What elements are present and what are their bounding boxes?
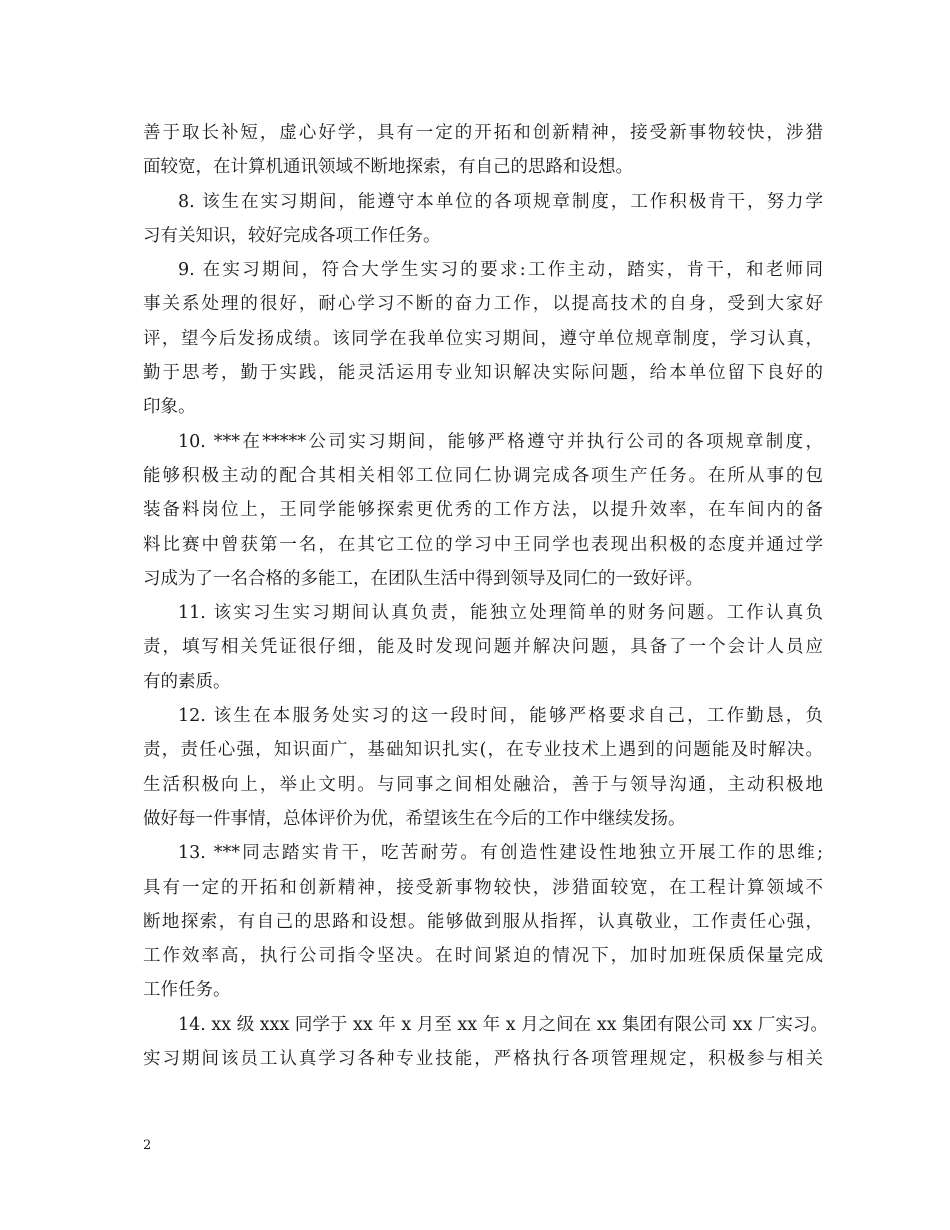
text-line: 断地探索，有自己的思路和设想。能够做到服从指挥，认真敬业，工作责任心强，	[143, 911, 823, 932]
text-line: 评，望今后发扬成绩。该同学在我单位实习期间，遵守单位规章制度，学习认真，	[143, 328, 823, 349]
text-line: 料比赛中曾获第一名，在其它工位的学习中王同学也表现出积极的态度并通过学	[143, 534, 823, 555]
text-line: 责，责任心强，知识面广，基础知识扎实(，在专业技术上遇到的问题能及时解决。	[143, 740, 823, 761]
text-line: 11. 该实习生实习期间认真负责，能独立处理简单的财务问题。工作认真负	[178, 603, 823, 624]
document-body	[143, 116, 828, 1076]
text-line: 事关系处理的很好，耐心学习不断的奋力工作，以提高技术的自身，受到大家好	[143, 294, 823, 315]
text-line: 面较宽，在计算机通讯领域不断地探索，有自己的思路和设想。	[143, 157, 633, 178]
text-line: 勤于思考，勤于实践，能灵活运用专业知识解决实际问题，给本单位留下良好的	[143, 363, 823, 384]
text-line: 10. ***在*****公司实习期间，能够严格遵守并执行公司的各项规章制度，	[178, 431, 823, 452]
text-line: 习有关知识，较好完成各项工作任务。	[143, 225, 441, 246]
text-line: 工作任务。	[143, 980, 231, 1001]
text-line: 印象。	[143, 397, 196, 418]
text-line: 做好每一件事情，总体评价为优，希望该生在今后的工作中继续发扬。	[143, 808, 686, 829]
text-line: 8. 该生在实习期间，能遵守本单位的各项规章制度，工作积极肯干，努力学	[178, 191, 823, 212]
page-number: 2	[143, 1138, 152, 1153]
text-line: 实习期间该员工认真学习各种专业技能，严格执行各项管理规定，积极参与相关	[143, 1049, 823, 1070]
text-line: 12. 该生在本服务处实习的这一段时间，能够严格要求自己，工作勤恳，负	[178, 706, 823, 727]
text-line: 具有一定的开拓和创新精神，接受新事物较快，涉猎面较宽，在工程计算领域不	[143, 877, 823, 898]
text-line: 责，填写相关凭证很仔细，能及时发现问题并解决问题，具备了一个会计人员应	[143, 637, 823, 658]
text-line: 装备料岗位上，王同学能够探索更优秀的工作方法，以提升效率，在车间内的备	[143, 500, 823, 521]
text-line: 生活积极向上，举止文明。与同事之间相处融洽，善于与领导沟通，主动积极地	[143, 774, 823, 795]
text-line: 能够积极主动的配合其相关相邻工位同仁协调完成各项生产任务。在所从事的包	[143, 465, 823, 486]
text-line: 14. xx 级 xxx 同学于 xx 年 x 月至 xx 年 x 月之间在 xx 集团有限公司 xx 厂实习。	[178, 1014, 828, 1035]
text-line: 有的素质。	[143, 671, 231, 692]
text-line: 9. 在实习期间，符合大学生实习的要求:工作主动，踏实，肯干，和老师同	[178, 260, 823, 281]
text-line: 善于取长补短，虚心好学，具有一定的开拓和创新精神，接受新事物较快，涉猎	[143, 123, 823, 143]
text-line: 13. ***同志踏实肯干，吃苦耐劳。有创造性建设性地独立开展工作的思维;	[178, 843, 823, 864]
text-line: 工作效率高，执行公司指令坚决。在时间紧迫的情况下，加时加班保质保量完成	[143, 946, 823, 967]
text-line: 习成为了一名合格的多能工，在团队生活中得到领导及同仁的一致好评。	[143, 568, 703, 589]
